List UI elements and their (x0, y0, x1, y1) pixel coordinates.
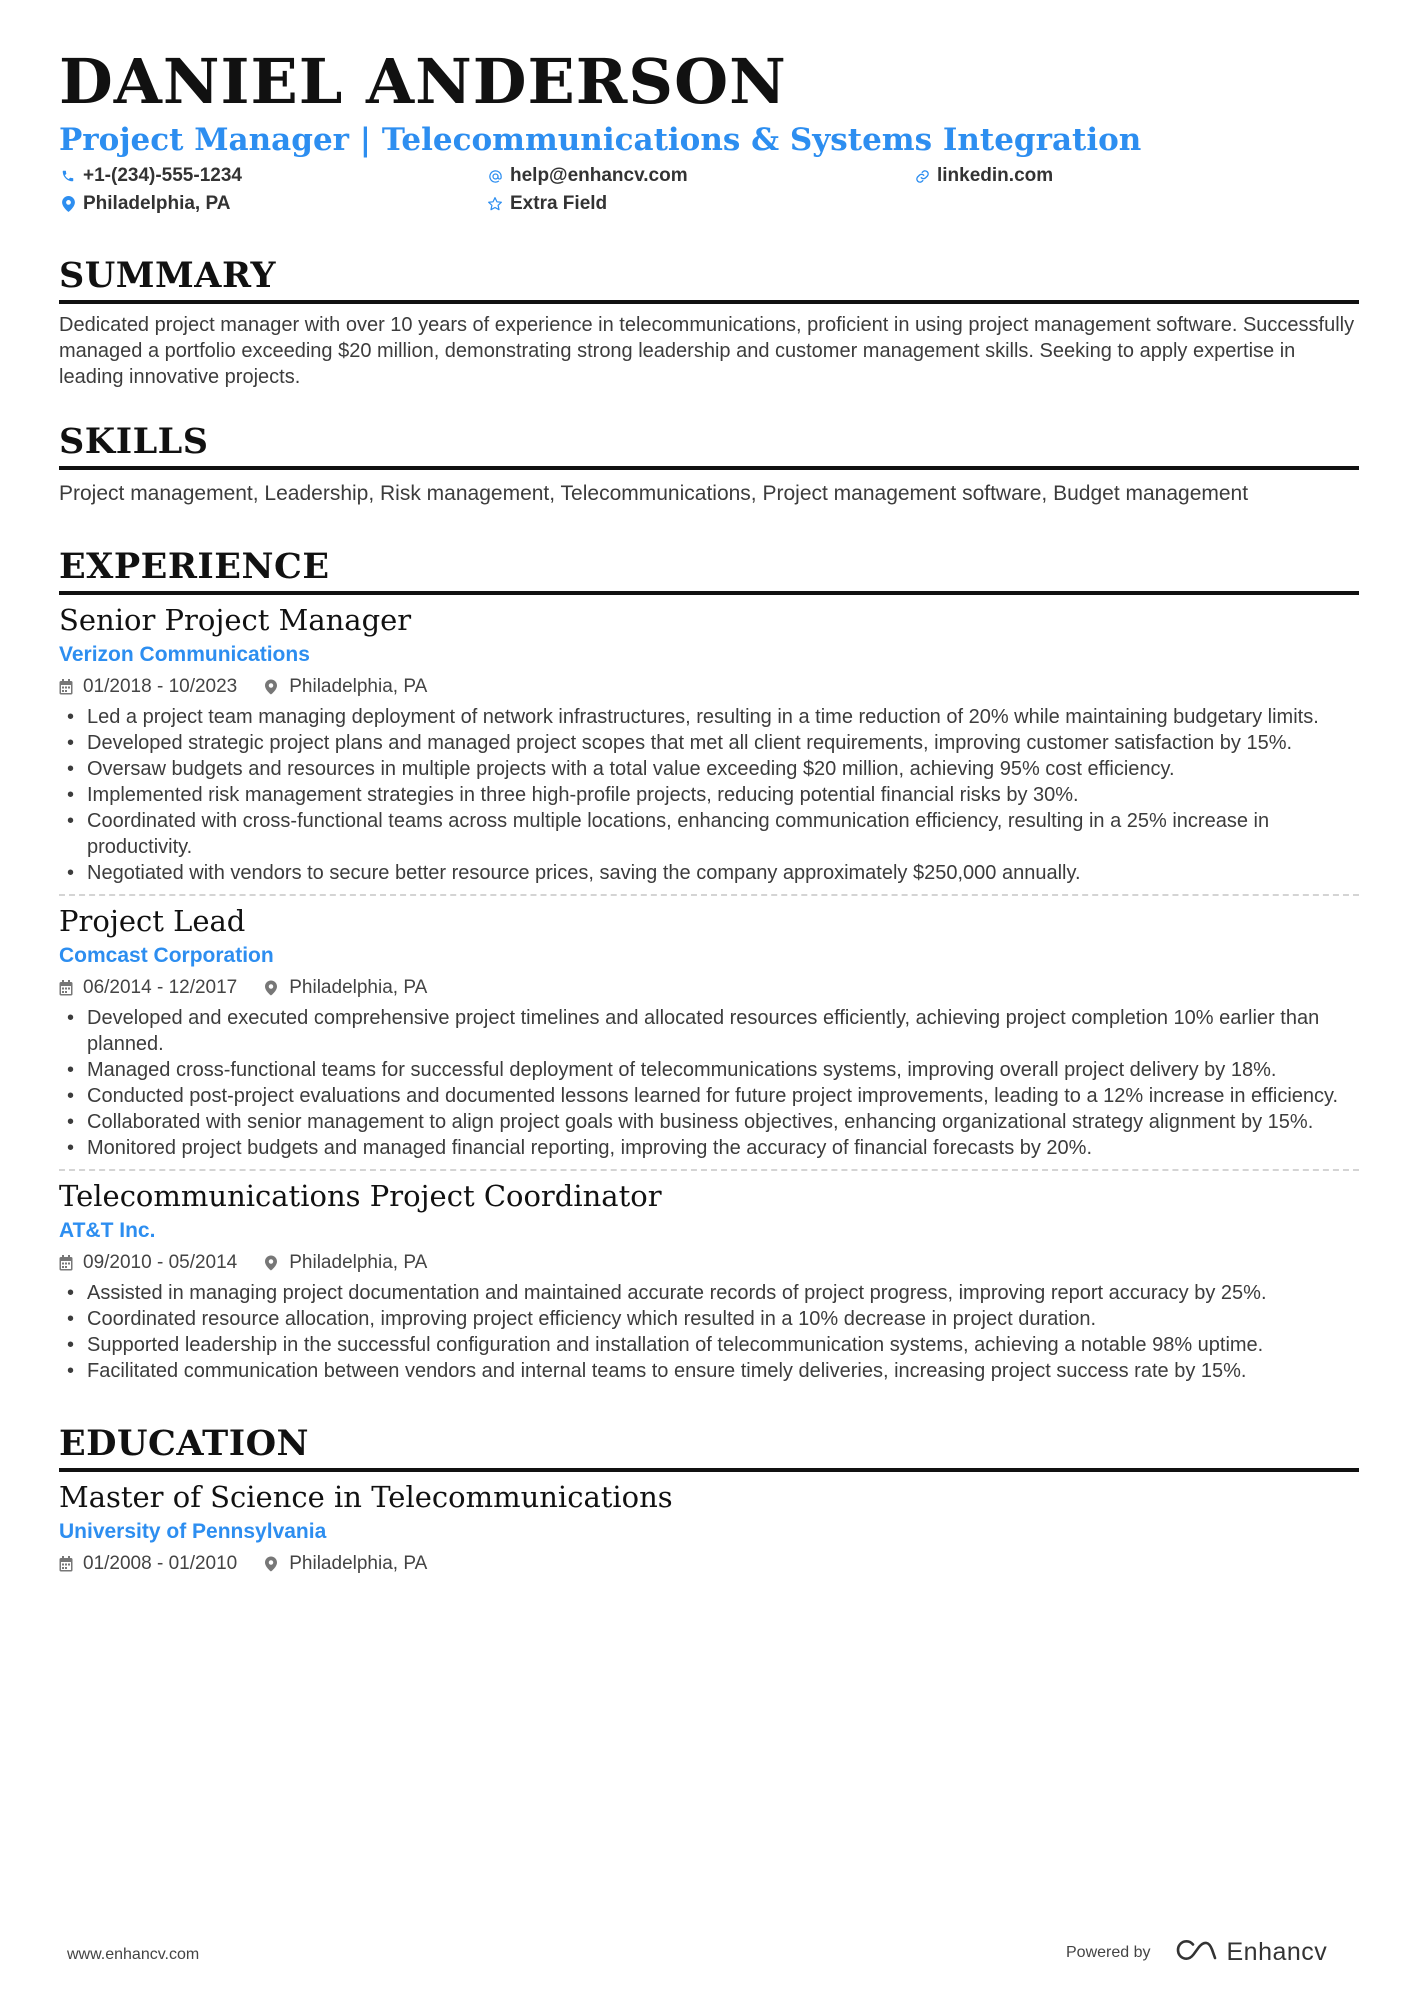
email-text[interactable]: help@enhancv.com (510, 165, 688, 186)
footer-branding[interactable] (1066, 1938, 1327, 1967)
education-entry (59, 1478, 1359, 1577)
bullet-item: • Developed strategic project plans and managed project scopes that met all client requirements, improving customer satisfaction by 15%. (87, 730, 1359, 756)
experience-entry (59, 601, 1359, 886)
job-bullets (59, 1280, 1359, 1384)
education-location: Philadelphia, PA (289, 1553, 428, 1574)
education-dates: 01/2008 - 01/2010 (83, 1553, 238, 1574)
contact-extra (486, 192, 913, 216)
calendar-icon (59, 1555, 75, 1573)
job-title: Project Lead (59, 904, 246, 938)
bullet-item: • Coordinated resource allocation, improving project efficiency which resulted in a 10% decrease in project duration. (87, 1306, 1359, 1332)
phone-text: +1-(234)-555-1234 (83, 165, 242, 186)
contact-linkedin[interactable] (913, 164, 1340, 188)
summary-title: SUMMARY (59, 254, 1359, 304)
education-meta (59, 1551, 1359, 1577)
education-title: EDUCATION (59, 1422, 1359, 1472)
link-icon (913, 167, 931, 185)
skills-section (59, 420, 1359, 507)
experience-title: EXPERIENCE (59, 545, 1359, 595)
education-section (59, 1422, 1359, 1577)
contact-phone (59, 164, 486, 188)
bullet-item: • Implemented risk management strategies in three high-profile projects, reducing potential financial risks by 30%. (87, 782, 1359, 808)
job-title: Senior Project Manager (59, 603, 412, 637)
job-bullets (59, 1005, 1359, 1161)
summary-text: Dedicated project manager with over 10 years of experience in telecommunications, proficient in using project management software. Successfully managed a portfolio exceeding $20 million, demonstrating strong leadership and customer management skills. Seeking to apply expertise in leading innovative projects. (59, 314, 1355, 388)
job-location: Philadelphia, PA (289, 676, 428, 697)
bullet-item: • Monitored project budgets and managed financial reporting, improving the accuracy of financial forecasts by 20%. (87, 1135, 1359, 1161)
summary-section (59, 254, 1359, 390)
job-bullets (59, 704, 1359, 886)
entry-divider (59, 894, 1359, 896)
company-name: Verizon Communications (59, 643, 310, 666)
star-icon (486, 195, 504, 213)
powered-by-label: Powered by (1066, 1943, 1151, 1961)
bullet-item: • Conducted post-project evaluations and documented lessons learned for future project improvements, leading to a 12% increase in efficiency. (87, 1083, 1359, 1109)
school-name: University of Pennsylvania (59, 1520, 327, 1543)
contact-email[interactable] (486, 164, 913, 188)
enhancv-logo-icon (1175, 1938, 1219, 1967)
company-name: AT&T Inc. (59, 1219, 156, 1242)
resume-page (59, 46, 1359, 1577)
bullet-item: • Collaborated with senior management to align project goals with business objectives, enhancing organizational strategy alignment by 15%. (87, 1109, 1359, 1135)
job-meta (59, 975, 1359, 1001)
company-name: Comcast Corporation (59, 944, 274, 967)
calendar-icon (59, 678, 75, 696)
bullet-item: • Facilitated communication between vendors and internal teams to ensure timely deliveries, increasing project success rate by 15%. (87, 1358, 1359, 1384)
map-pin-icon (59, 195, 77, 213)
skills-title: SKILLS (59, 420, 1359, 470)
bullet-item: • Supported leadership in the successful configuration and installation of telecommunication systems, achieving a notable 98% uptime. (87, 1332, 1359, 1358)
candidate-name: DANIEL ANDERSON (59, 45, 787, 118)
map-pin-icon (265, 979, 281, 997)
bullet-item: • Managed cross-functional teams for successful deployment of telecommunications systems, improving overall project delivery by 18%. (87, 1057, 1359, 1083)
job-dates: 06/2014 - 12/2017 (83, 977, 238, 998)
phone-icon (59, 167, 77, 185)
job-dates: 09/2010 - 05/2014 (83, 1252, 238, 1273)
calendar-icon (59, 1254, 75, 1272)
job-meta (59, 674, 1359, 700)
extra-field-text: Extra Field (510, 193, 608, 214)
contact-location (59, 192, 486, 216)
degree-title: Master of Science in Telecommunications (59, 1480, 673, 1514)
headline: Project Manager | Telecommunications & Systems Integration (59, 122, 1142, 158)
experience-entry (59, 1177, 1359, 1384)
bullet-item: • Developed and executed comprehensive project timelines and allocated resources efficiently, achieving project completion 10% earlier than planned. (87, 1005, 1359, 1057)
experience-section (59, 545, 1359, 1384)
contact-info (59, 164, 1359, 216)
brand-name: Enhancv (1226, 1938, 1328, 1966)
linkedin-text[interactable]: linkedin.com (937, 165, 1054, 186)
map-pin-icon (265, 1254, 281, 1272)
job-meta (59, 1250, 1359, 1276)
experience-entry (59, 902, 1359, 1161)
bullet-item: • Assisted in managing project documentation and maintained accurate records of project progress, improving report accuracy by 25%. (87, 1280, 1359, 1306)
job-dates: 01/2018 - 10/2023 (83, 676, 238, 697)
bullet-item: • Negotiated with vendors to secure better resource prices, saving the company approximately $250,000 annually. (87, 860, 1359, 886)
bullet-item: • Coordinated with cross-functional teams across multiple locations, enhancing communication efficiency, resulting in a 25% increase in productivity. (87, 808, 1359, 860)
job-title: Telecommunications Project Coordinator (59, 1179, 662, 1213)
map-pin-icon (265, 678, 281, 696)
at-icon (486, 167, 504, 185)
footer-website[interactable]: www.enhancv.com (67, 1946, 200, 1963)
calendar-icon (59, 979, 75, 997)
bullet-item: • Led a project team managing deployment of network infrastructures, resulting in a time reduction of 20% while maintaining budgetary limits. (87, 704, 1359, 730)
job-location: Philadelphia, PA (289, 1252, 428, 1273)
bullet-item: • Oversaw budgets and resources in multiple projects with a total value exceeding $20 million, achieving 95% cost efficiency. (87, 756, 1359, 782)
job-location: Philadelphia, PA (289, 977, 428, 998)
entry-divider (59, 1169, 1359, 1171)
map-pin-icon (265, 1555, 281, 1573)
skills-text: Project management, Leadership, Risk management, Telecommunications, Project management software, Budget management (59, 482, 1249, 505)
location-text: Philadelphia, PA (83, 193, 231, 214)
